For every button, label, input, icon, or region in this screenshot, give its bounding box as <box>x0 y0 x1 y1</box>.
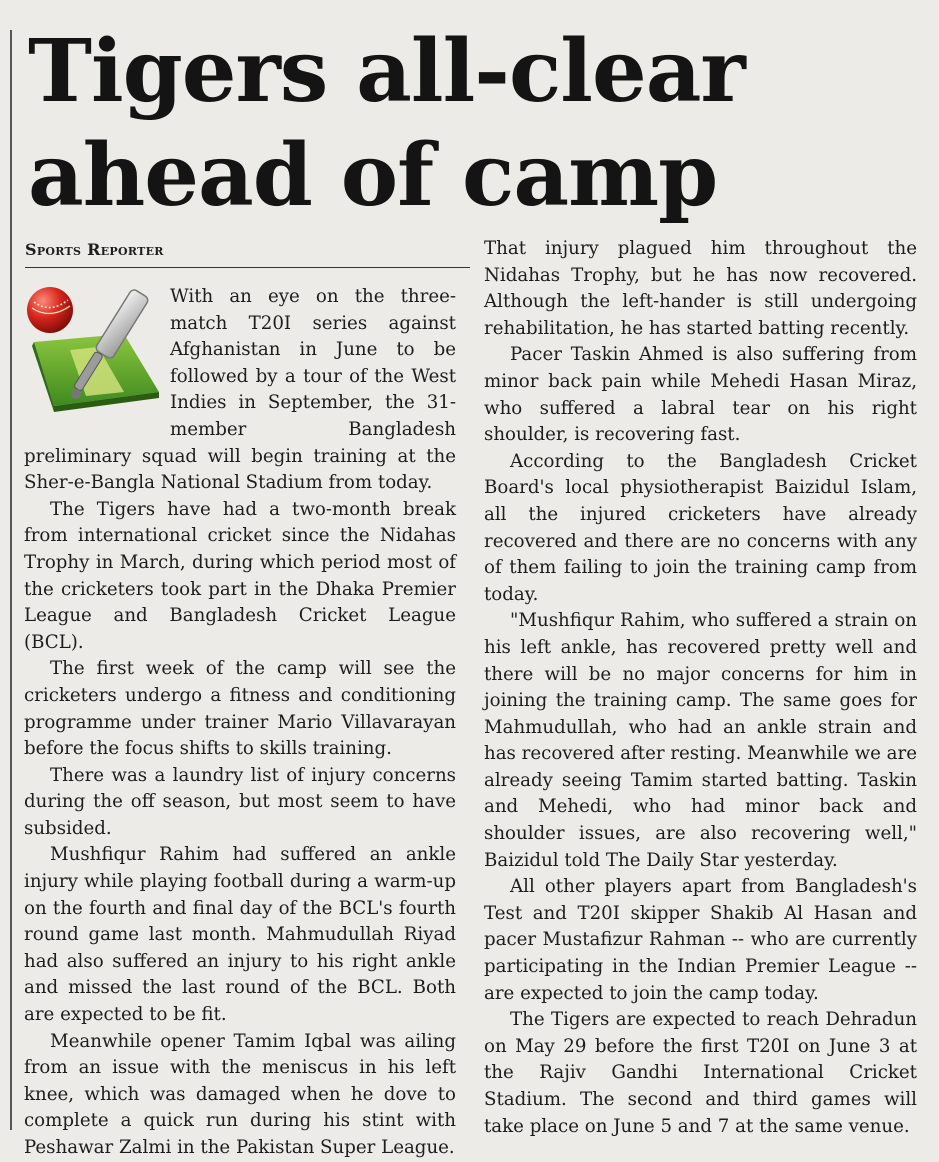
paragraph: Pacer Taskin Ahmed is also suffering from minor back pain while Mehedi Hasan Miraz, who suffered a labral tear on his right shoulder, is recovering fast. <box>484 344 917 446</box>
paragraph: According to the Bangladesh Cricket Board's local physiotherapist Baizidul Islam, all the injured cricketers have already recovered and there are no concerns with any of them failing to join the training camp from today. <box>484 450 917 605</box>
paragraph: With an eye on the three-match T20I series against Afghanistan in June to be followed by a tour of the West Indies in September, the 31-member Bangladesh preliminary squad will begin training at the Sher-e-Bangla National Stadium from today. <box>24 286 456 494</box>
paragraph: Meanwhile opener Tamim Iqbal was ailing from an issue with the meniscus in his left knee, which was damaged when he dove to complete a quick run during his stint with Peshawar Zalmi in the Pakistan Super League. <box>24 1030 456 1158</box>
paragraph: The Tigers have had a two-month break from international cricket since the Nidahas Trophy in March, during which period most of the cricketers took part in the Dhaka Premier League and Bangladesh Cricket League (BCL). <box>24 498 456 653</box>
paragraph: "Mushfiqur Rahim, who suffered a strain on his left ankle, has recovered pretty well and there will be no major concerns for him in joining the training camp. The same goes for Mahmudullah, who had an ankle strain and has recovered after resting. Meanwhile we are already seeing Tamim started batting. Taskin and Mehedi, who had minor back and shoulder issues, are also recovering well," Baizidul told The Daily Star yesterday. <box>484 610 917 871</box>
column-rule <box>10 30 12 1130</box>
right-column <box>484 236 917 1140</box>
left-column <box>24 284 456 1162</box>
paragraph: Mushfiqur Rahim had suffered an ankle injury while playing football during a warm-up on the fourth and final day of the BCL's fourth round game last month. Mahmudullah Riyad had also suffered an injury to his right ankle and missed the last round of the BCL. Both are expected to be fit. <box>24 844 456 1026</box>
paragraph: All other players apart from Bangladesh's Test and T20I skipper Shakib Al Hasan and pacer Mustafizur Rahman -- who are currently participating in the Indian Premier League -- are expected to join the camp today. <box>484 876 917 1004</box>
paragraph: That injury plagued him throughout the Nidahas Trophy, but he has now recovered. Although the left-hander is still undergoing rehabilitation, he has started batting recently. <box>484 238 917 339</box>
paragraph: There was a laundry list of injury concerns during the off season, but most seem to have subsided. <box>24 764 456 839</box>
headline: Tigers all-clear ahead of camp <box>28 21 745 226</box>
cricket-icon <box>24 284 164 416</box>
paragraph: The Tigers are expected to reach Dehradun on May 29 before the first T20I on June 3 at the Rajiv Gandhi International Cricket Stadium. The second and third games will take place on June 5 and 7 at the same venue. <box>484 1009 917 1137</box>
byline: Sports Reporter <box>25 240 470 268</box>
paragraph: The first week of the camp will see the cricketers undergo a fitness and conditioning programme under trainer Mario Villavarayan before the focus shifts to skills training. <box>24 658 456 760</box>
